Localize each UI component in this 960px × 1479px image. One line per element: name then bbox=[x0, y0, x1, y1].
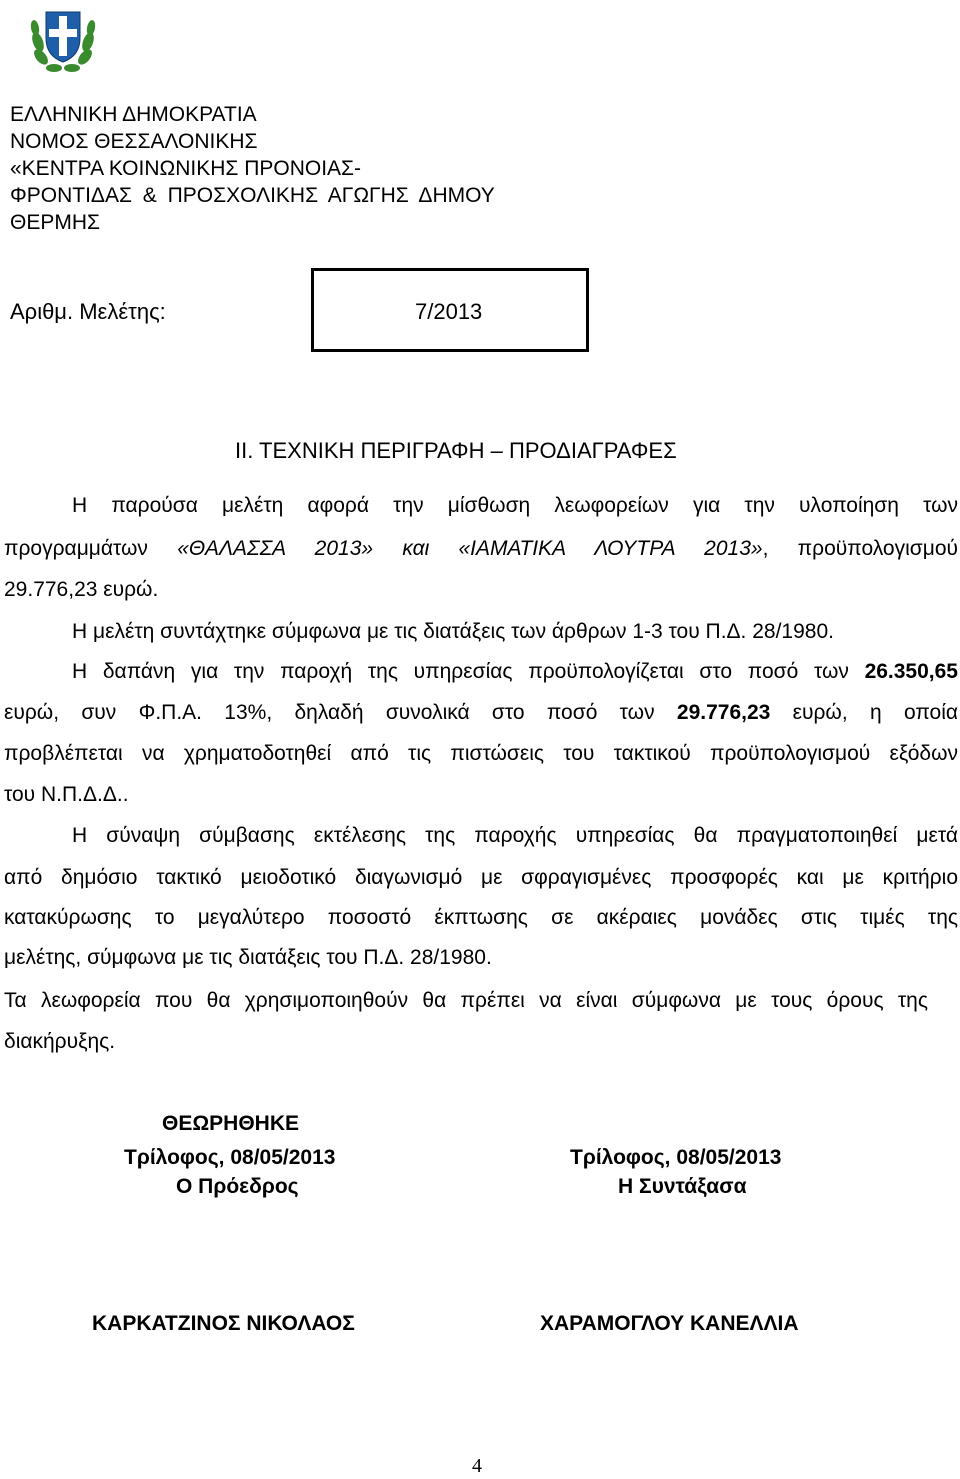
section-title: ΙΙ. ΤΕΧΝΙΚΗ ΠΕΡΙΓΡΑΦΗ – ΠΡΟΔΙΑΓΡΑΦΕΣ bbox=[235, 438, 677, 463]
text-run: Η δαπάνη για την παροχή της υπηρεσίας προϋπολογίζεται στο ποσό των bbox=[72, 660, 865, 683]
paragraph-line bbox=[4, 537, 958, 561]
paragraph-line: 29.776,23 ευρώ. bbox=[4, 578, 159, 601]
net-amount: 26.350,65 bbox=[864, 660, 958, 683]
left-signature-date: Τρίλοφος, 08/05/2013 bbox=[124, 1146, 336, 1169]
right-signature-date: Τρίλοφος, 08/05/2013 bbox=[570, 1146, 782, 1169]
left-signature-role: Ο Πρόεδρος bbox=[176, 1175, 299, 1198]
header-line: ΕΛΛΗΝΙΚΗ ΔΗΜΟΚΡΑΤΙΑ bbox=[10, 103, 257, 126]
program-names: «ΘΑΛΑΣΣΑ 2013» και «ΙΑΜΑΤΙΚΑ ΛΟΥΤΡΑ 2013» bbox=[177, 537, 763, 560]
text-run: ευρώ, η οποία bbox=[770, 701, 959, 724]
paragraph-line bbox=[72, 660, 958, 684]
header-line: ΝΟΜΟΣ ΘΕΣΣΑΛΟΝΙΚΗΣ bbox=[10, 130, 258, 153]
paragraph-line: Η μελέτη συντάχτηκε σύμφωνα με τις διατάξεις των άρθρων 1-3 του Π.Δ. 28/1980. bbox=[72, 620, 834, 643]
paragraph-line: προβλέπεται να χρηματοδοτηθεί από τις πιστώσεις του τακτικού προϋπολογισμού εξόδων bbox=[4, 742, 958, 765]
greek-coat-of-arms-icon bbox=[26, 2, 100, 76]
text-run: ευρώ, συν Φ.Π.Α. 13%, δηλαδή συνολικά στο ποσό των bbox=[4, 701, 677, 724]
text-run: , προϋπολογισμού bbox=[762, 537, 958, 560]
paragraph-line: Η σύναψη σύμβασης εκτέλεσης της παροχής υπηρεσίας θα πραγματοποιηθεί μετά bbox=[72, 824, 958, 847]
paragraph-line: κατακύρωσης το μεγαλύτερο ποσοστό έκπτωσης σε ακέραιες μονάδες στις τιμές της bbox=[4, 906, 958, 929]
paragraph-line: του Ν.Π.Δ.Δ.. bbox=[4, 783, 129, 806]
study-number-value: 7/2013 bbox=[415, 299, 483, 324]
paragraph-line: διακήρυξης. bbox=[4, 1030, 116, 1053]
paragraph-line bbox=[4, 701, 958, 725]
header-line: ΘΕΡΜΗΣ bbox=[10, 211, 100, 234]
page-number: 4 bbox=[472, 1455, 482, 1477]
study-number-label: Αριθμ. Μελέτης: bbox=[10, 299, 166, 324]
header-line: ΦΡΟΝΤΙΔΑΣ & ΠΡΟΣΧΟΛΙΚΗΣ ΑΓΩΓΗΣ ΔΗΜΟΥ bbox=[10, 184, 495, 207]
header-line: «ΚΕΝΤΡΑ ΚΟΙΝΩΝΙΚΗΣ ΠΡΟΝΟΙΑΣ- bbox=[10, 157, 362, 180]
right-signatory-name: ΧΑΡΑΜΟΓΛΟΥ ΚΑΝΕΛΛΙΑ bbox=[540, 1312, 799, 1335]
issuer-header bbox=[10, 101, 495, 236]
right-signature-role: Η Συντάξασα bbox=[618, 1175, 747, 1198]
left-signatory-name: ΚΑΡΚΑΤΖΙΝΟΣ ΝΙΚΟΛΑΟΣ bbox=[92, 1312, 355, 1335]
paragraph-line: Τα λεωφορεία που θα χρησιμοποιηθούν θα πρέπει να είναι σύμφωνα με τους όρους της bbox=[4, 989, 928, 1012]
total-amount: 29.776,23 bbox=[676, 701, 771, 724]
paragraph-line: από δημόσιο τακτικό μειοδοτικό διαγωνισμό με σφραγισμένες προσφορές και με κριτήριο bbox=[4, 866, 958, 889]
approved-label: ΘΕΩΡΗΘΗΚΕ bbox=[162, 1112, 300, 1135]
text-run: προγραμμάτων bbox=[4, 537, 178, 560]
paragraph-line: Η παρούσα μελέτη αφορά την μίσθωση λεωφορείων για την υλοποίηση των bbox=[72, 494, 958, 517]
paragraph-line: μελέτης, σύμφωνα με τις διατάξεις του Π.Δ. 28/1980. bbox=[4, 946, 492, 969]
